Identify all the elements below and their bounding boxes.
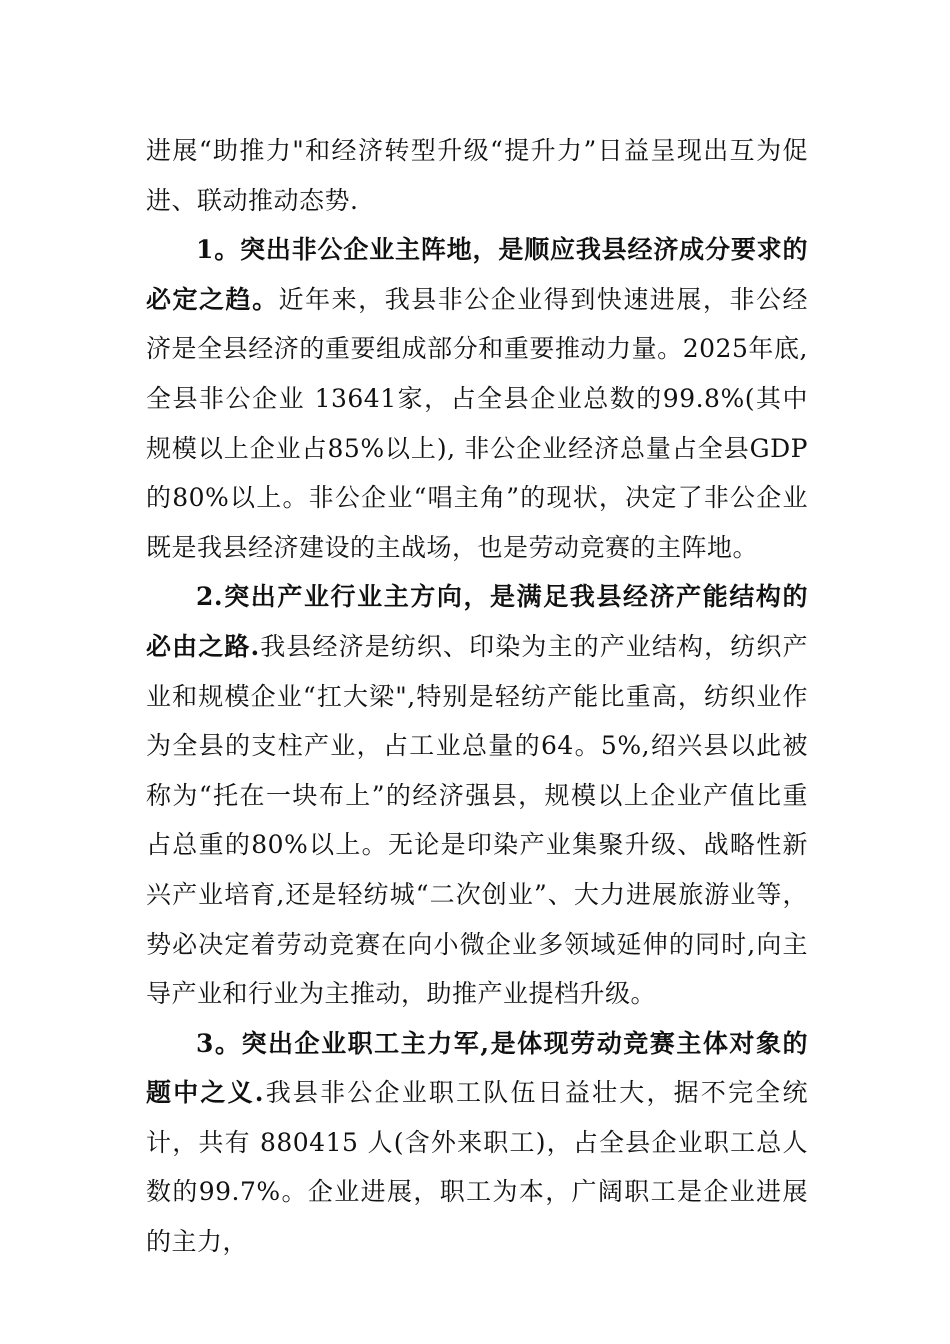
paragraph-intro [146,126,808,225]
paragraph-text: 近年来，我县非公企业得到快速进展，非公经济是全县经济的重要组成部分和重要推动力量。2025年底,全县非公企业 13641家，占全县企业总数的99.8%(其中规模以上企业占85%以上), 非公企业经济总量占全县GDP的80%以上。非公企业“唱主角”的现状，决定了非公企业既是我县经济建设的主战场，也是劳动竞赛的主阵地。 [146,284,808,562]
paragraph-section-1 [146,225,808,572]
paragraph-section-3 [146,1019,808,1267]
paragraph-text: 进展“助推力"和经济转型升级“提升力”日益呈现出互为促进、联动推动态势. [146,136,808,215]
paragraph-text: 我县非公企业职工队伍日益壮大，据不完全统计，共有 880415 人(含外来职工)，占全县企业职工总人数的99.7%。企业进展，职工为本，广阔职工是企业进展的主力， [146,1078,808,1257]
section-heading: 1。突出非公企业主阵地，是顺应我县经济成分要求的必定之趋。 [146,235,808,314]
document-body [146,126,808,1267]
paragraph-text: 我县经济是纺织、印染为主的产业结构，纺织产业和规模企业“扛大梁",特别是轻纺产能比重高，纺织业作为全县的支柱产业，占工业总量的64。5%,绍兴县以此被称为“托在一块布上”的经济强县，规模以上企业产值比重占总重的80%以上。无论是印染产业集聚升级、战略性新兴产业培育,还是轻纺城“二次创业”、大力进展旅游业等，势必决定着劳动竞赛在向小微企业多领域延伸的同时,向主导产业和行业为主推动，助推产业提档升级。 [146,631,808,1009]
paragraph-section-2 [146,572,808,1018]
section-heading: 3。突出企业职工主力军,是体现劳动竞赛主体对象的题中之义. [146,1028,808,1108]
section-heading: 2.突出产业行业主方向，是满足我县经济产能结构的必由之路. [146,582,808,661]
